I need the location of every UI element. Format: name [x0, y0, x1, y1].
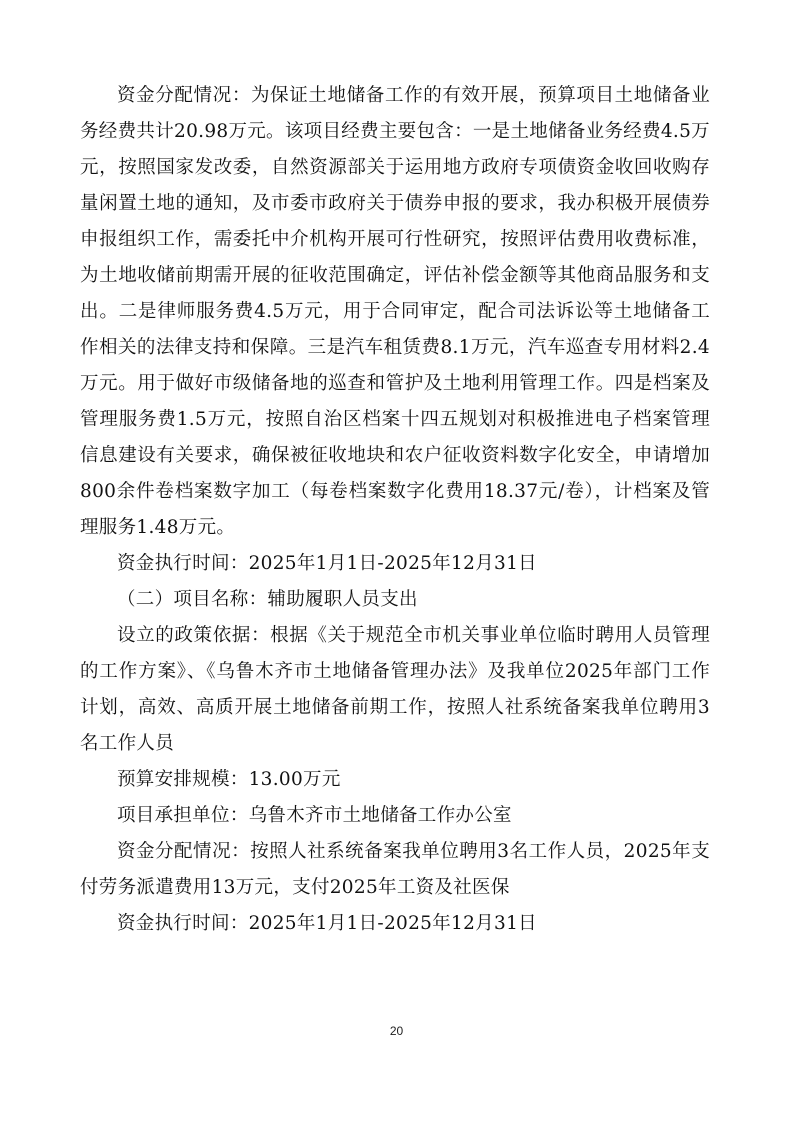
paragraph-execution-time-2: 资金执行时间：2025年1月1日-2025年12月31日	[117, 913, 537, 934]
paragraph-fund-allocation-staff: 资金分配情况：按照人社系统备案我单位聘用3名工作人员，2025年支付劳务派遣费用13万元，支付2025年工资及社医保	[80, 841, 710, 898]
page-number: 20	[389, 1024, 404, 1038]
paragraph-responsible-unit: 项目承担单位：乌鲁木齐市土地储备工作办公室	[117, 805, 512, 826]
paragraph-project-name: （二）项目名称：辅助履职人员支出	[117, 589, 418, 610]
document-body	[80, 78, 710, 942]
paragraph-budget-scale: 预算安排规模：13.00万元	[117, 769, 341, 790]
paragraph-execution-time-1: 资金执行时间：2025年1月1日-2025年12月31日	[117, 553, 537, 574]
paragraph-policy-basis: 设立的政策依据：根据《关于规范全市机关事业单位临时聘用人员管理的工作方案》、《乌鲁木齐市土地储备管理办法》及我单位2025年部门工作计划，高效、高质开展土地储备前期工作，按照人社系统备案我单位聘用3名工作人员	[80, 625, 710, 754]
paragraph-fund-allocation-land-reserve: 资金分配情况：为保证土地储备工作的有效开展，预算项目土地储备业务经费共计20.98万元。该项目经费主要包含：一是土地储备业务经费4.5万元，按照国家发改委，自然资源部关于运用地方政府专项债资金收回收购存量闲置土地的通知，及市委市政府关于债券申报的要求，我办积极开展债券申报组织工作，需委托中介机构开展可行性研究，按照评估费用收费标准，为土地收储前期需开展的征收范围确定，评估补偿金额等其他商品服务和支出。二是律师服务费4.5万元，用于合同审定，配合司法诉讼等土地储备工作相关的法律支持和保障。三是汽车租赁费8.1万元，汽车巡查专用材料2.4万元。用于做好市级储备地的巡查和管护及土地利用管理工作。四是档案及管理服务费1.5万元，按照自治区档案十四五规划对积极推进电子档案管理信息建设有关要求，确保被征收地块和农户征收资料数字化安全，申请增加800余件卷档案数字加工（每卷档案数字化费用18.37元/卷），计档案及管理服务1.48万元。	[80, 85, 710, 538]
